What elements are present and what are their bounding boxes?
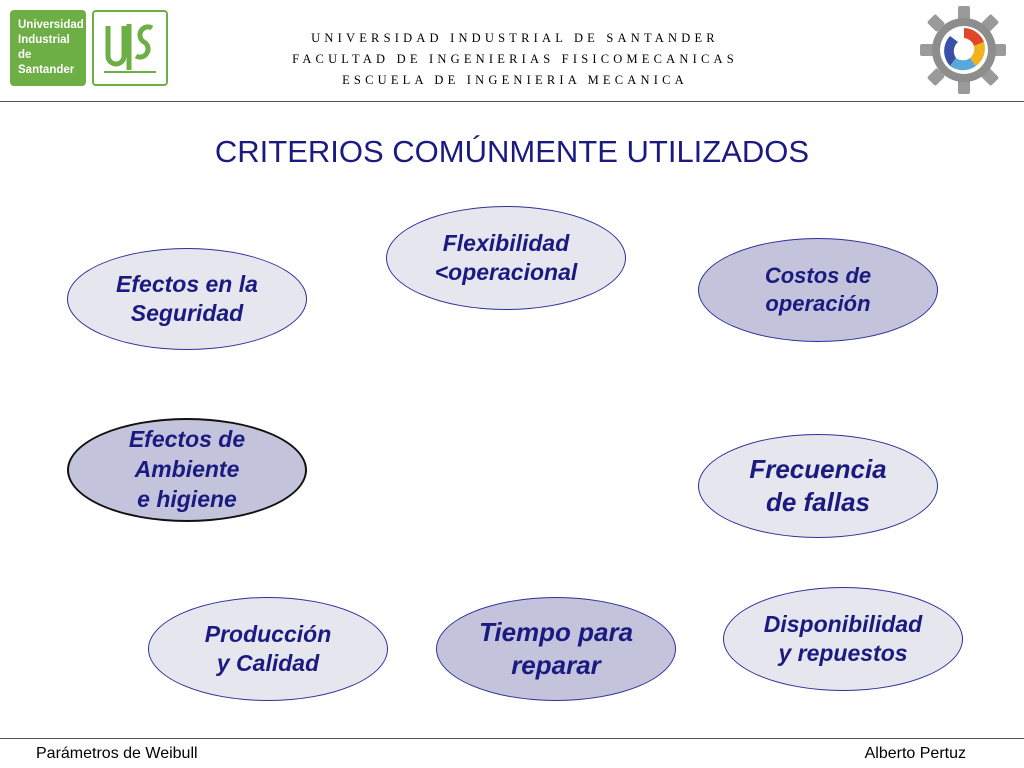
criterion-flexibilidad-label: Flexibilidad <operacional: [434, 229, 578, 285]
footer-author: Alberto Pertuz: [864, 745, 966, 762]
mechanical-school-gear-logo: [918, 4, 1008, 96]
footer-divider: [0, 738, 1024, 739]
criterion-ambiente-label: Efectos de Ambiente e higiene: [128, 426, 246, 512]
criterion-ambiente: [67, 418, 307, 522]
header-line-university: UNIVERSIDAD INDUSTRIAL DE SANTANDER: [311, 31, 719, 45]
criterion-frecuencia: [698, 434, 938, 538]
slide-title: CRITERIOS COMÚNMENTE UTILIZADOS: [214, 134, 810, 169]
header-line-faculty: FACULTAD DE INGENIERIAS FISICOMECANICAS: [292, 52, 738, 66]
criterion-disponibilidad: [723, 587, 963, 691]
criterion-frecuencia-label: Frecuencia de fallas: [749, 453, 887, 517]
uis-logo: [92, 10, 168, 86]
criterion-flexibilidad: [386, 206, 626, 310]
logo-text-line-1: Universidad: [18, 19, 84, 31]
criterion-costos-label: Costos de operación: [764, 262, 872, 316]
criterion-costos: [698, 238, 938, 342]
footer-presentation-title: Parámetros de Weibull: [36, 745, 198, 762]
institution-header: [250, 28, 780, 91]
criterion-seguridad-label: Efectos en la Seguridad: [116, 270, 258, 326]
header-divider: [0, 101, 1024, 102]
uis-monogram-icon: [94, 12, 166, 84]
header-line-school: ESCUELA DE INGENIERIA MECANICA: [342, 73, 688, 87]
criterion-seguridad: [67, 248, 307, 350]
criterion-produccion: [148, 597, 388, 701]
logo-text-line-2: Industrial de: [18, 34, 70, 61]
university-logo: [10, 10, 86, 86]
logo-text-line-3: Santander: [18, 64, 75, 76]
criterion-tiempo-label: Tiempo para reparar: [478, 616, 634, 680]
criterion-tiempo: [436, 597, 676, 701]
criterion-disponibilidad-label: Disponibilidad y repuestos: [763, 610, 923, 666]
criterion-produccion-label: Producción y Calidad: [204, 620, 332, 676]
